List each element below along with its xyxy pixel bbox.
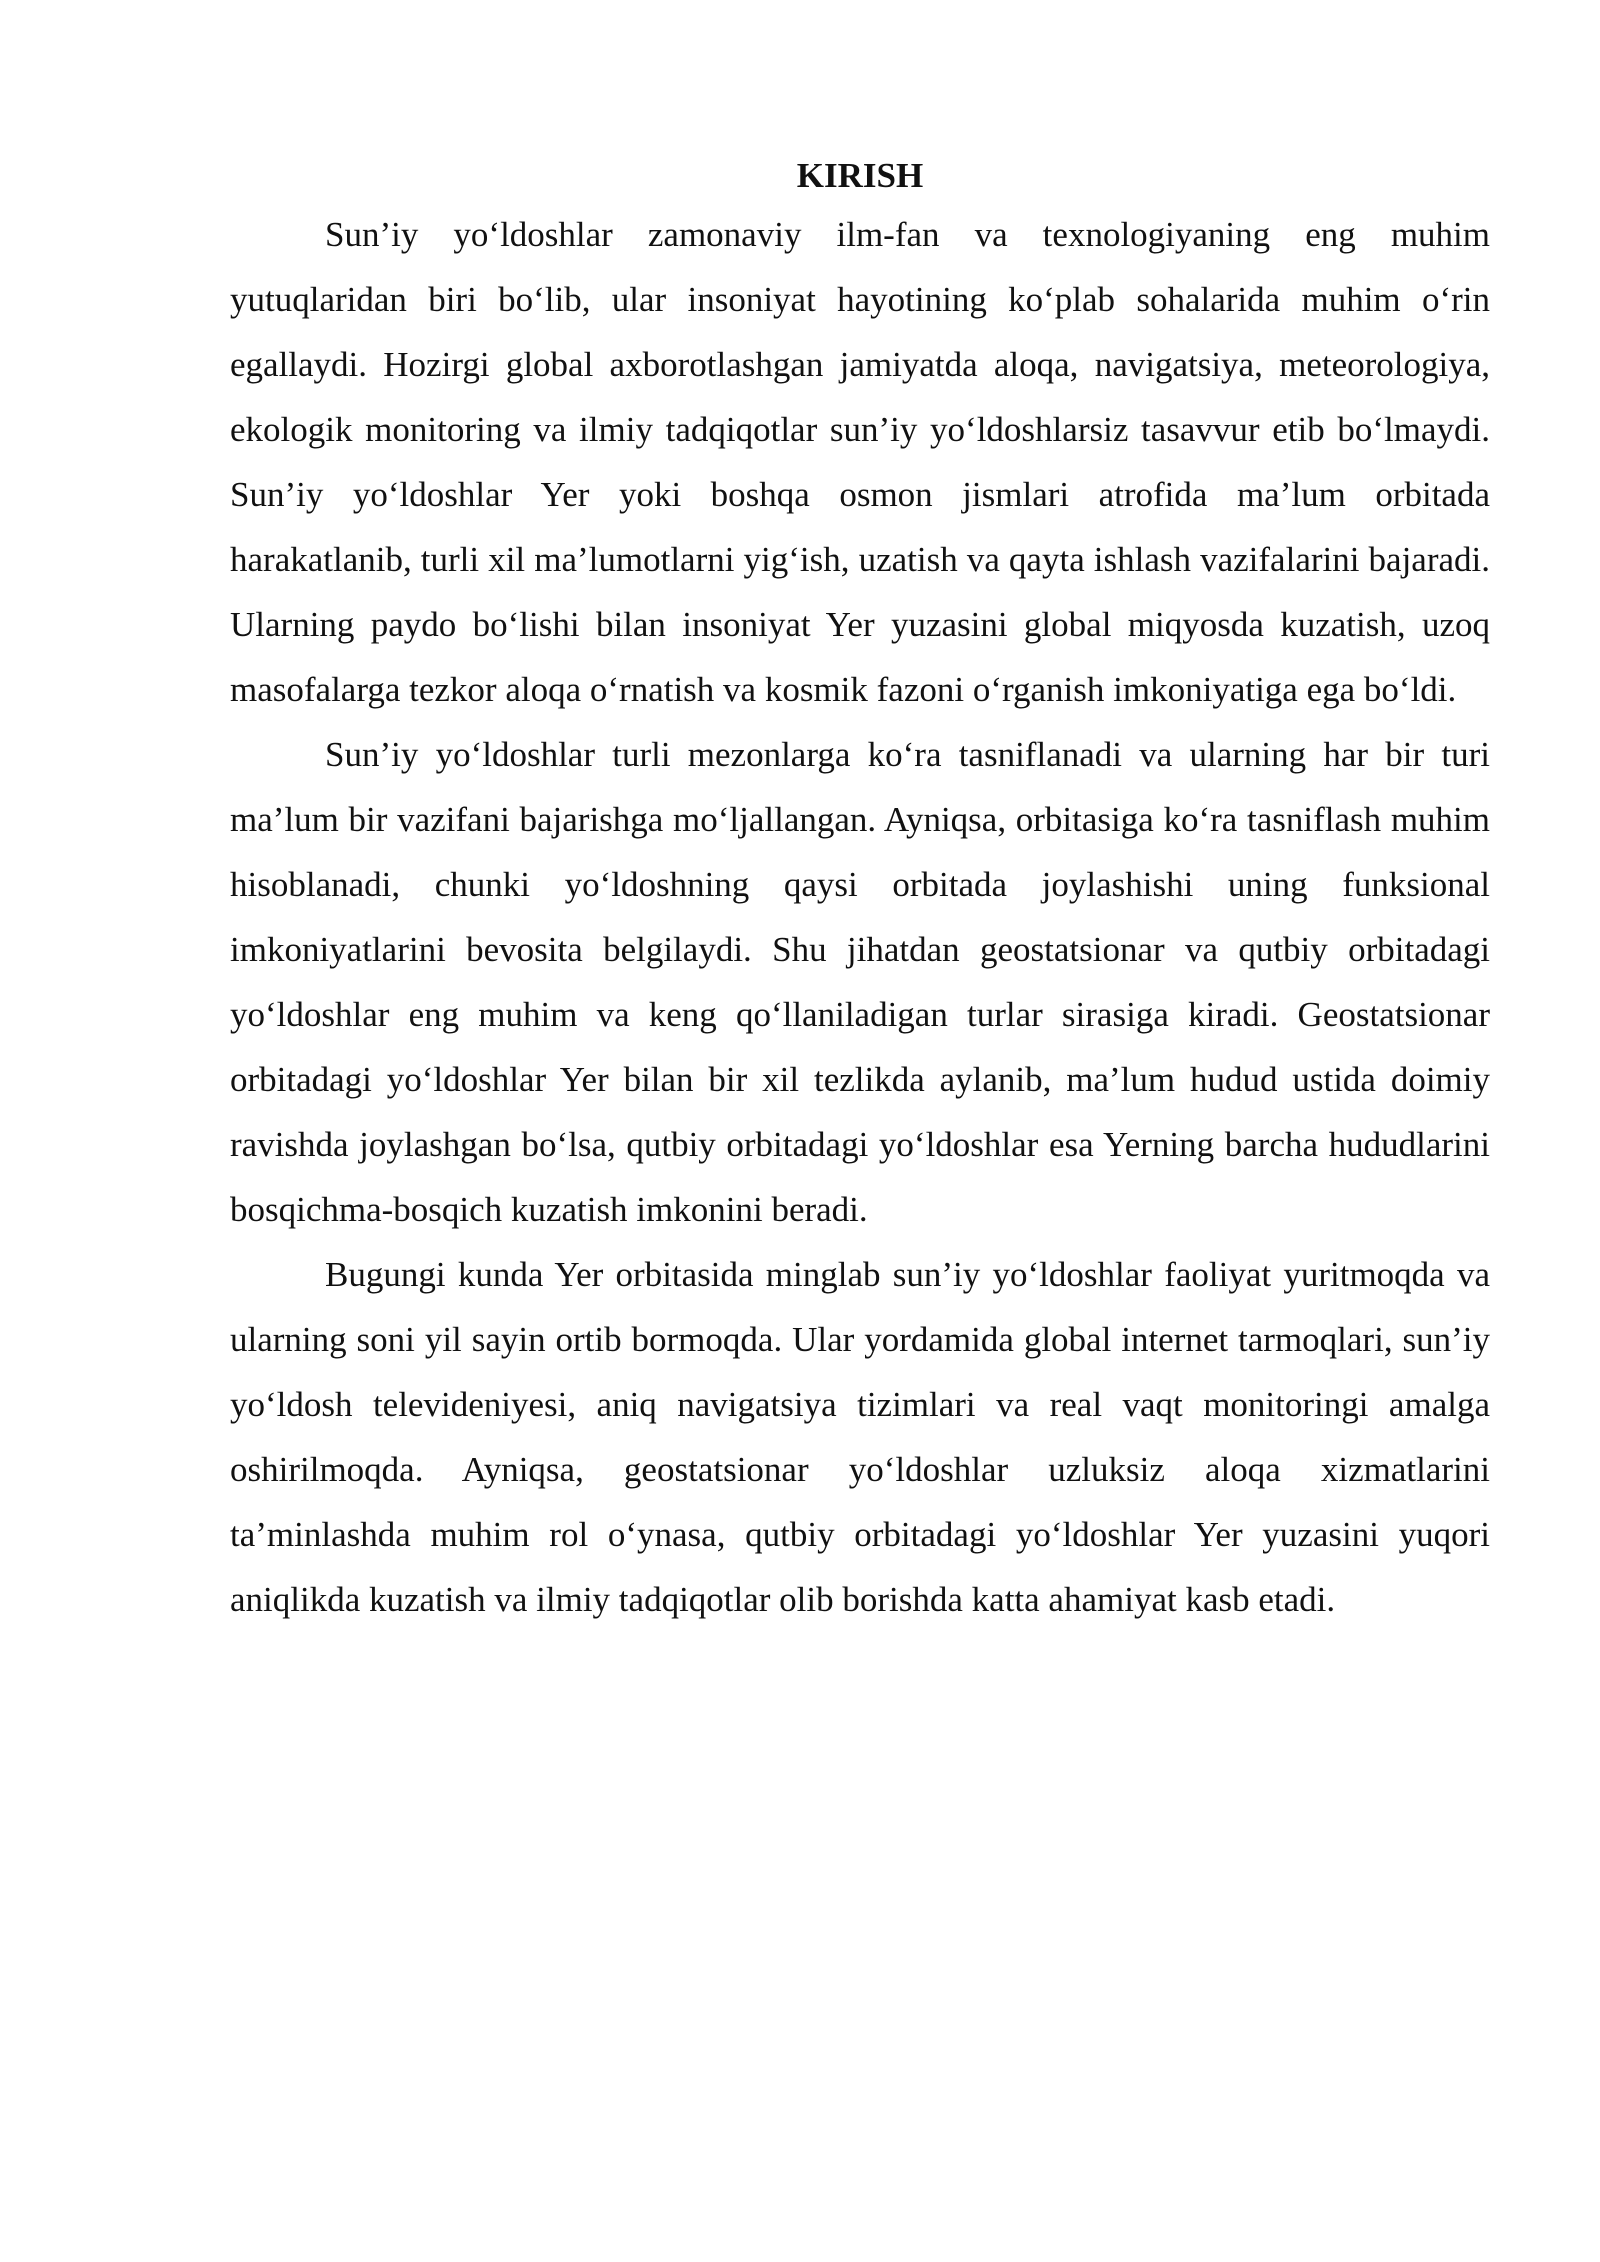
paragraph-3: Bugungi kunda Yer orbitasida minglab sun’iy yo‘ldoshlar faoliyat yuritmoqda va ularning soni yil sayin ortib bormoqda. Ular yordamida global internet tarmoqlari, sun’iy yo‘ldosh televideniyesi, aniq navigatsiya tizimlari va real vaqt monitoringi amalga oshirilmoqda. Ayniqsa, geostatsionar yo‘ldoshlar uzluksiz aloqa xizmatlarini ta’minlashda muhim rol o‘ynasa, qutbiy orbitadagi yo‘ldoshlar Yer yuzasini yuqori aniqlikda kuzatish va ilmiy tadqiqotlar olib borishda katta ahamiyat kasb etadi. xyxy=(230,1255,1490,1619)
document-body xyxy=(230,150,1490,1632)
section-heading: KIRISH xyxy=(796,156,924,195)
paragraph-1: Sun’iy yo‘ldoshlar zamonaviy ilm-fan va texnologiyaning eng muhim yutuqlaridan biri bo‘lib, ular insoniyat hayotining ko‘plab sohalarida muhim o‘rin egallaydi. Hozirgi global axborotlashgan jamiyatda aloqa, navigatsiya, meteorologiya, ekologik monitoring va ilmiy tadqiqotlar sun’iy yo‘ldoshlarsiz tasavvur etib bo‘lmaydi. Sun’iy yo‘ldoshlar Yer yoki boshqa osmon jismlari atrofida ma’lum orbitada harakatlanib, turli xil ma’lumotlarni yig‘ish, uzatish va qayta ishlash vazifalarini bajaradi. Ularning paydo bo‘lishi bilan insoniyat Yer yuzasini global miqyosda kuzatish, uzoq masofalarga tezkor aloqa o‘rnatish va kosmik fazoni o‘rganish imkoniyatiga ega bo‘ldi. xyxy=(230,215,1490,709)
paragraph-2: Sun’iy yo‘ldoshlar turli mezonlarga ko‘ra tasniflanadi va ularning har bir turi ma’lum bir vazifani bajarishga mo‘ljallangan. Ayniqsa, orbitasiga ko‘ra tasniflash muhim hisoblanadi, chunki yo‘ldoshning qaysi orbitada joylashishi uning funksional imkoniyatlarini bevosita belgilaydi. Shu jihatdan geostatsionar va qutbiy orbitadagi yo‘ldoshlar eng muhim va keng qo‘llaniladigan turlar sirasiga kiradi. Geostatsionar orbitadagi yo‘ldoshlar Yer bilan bir xil tezlikda aylanib, ma’lum hudud ustida doimiy ravishda joylashgan bo‘lsa, qutbiy orbitadagi yo‘ldoshlar esa Yerning barcha hududlarini bosqichma-bosqich kuzatish imkonini beradi. xyxy=(230,735,1490,1229)
